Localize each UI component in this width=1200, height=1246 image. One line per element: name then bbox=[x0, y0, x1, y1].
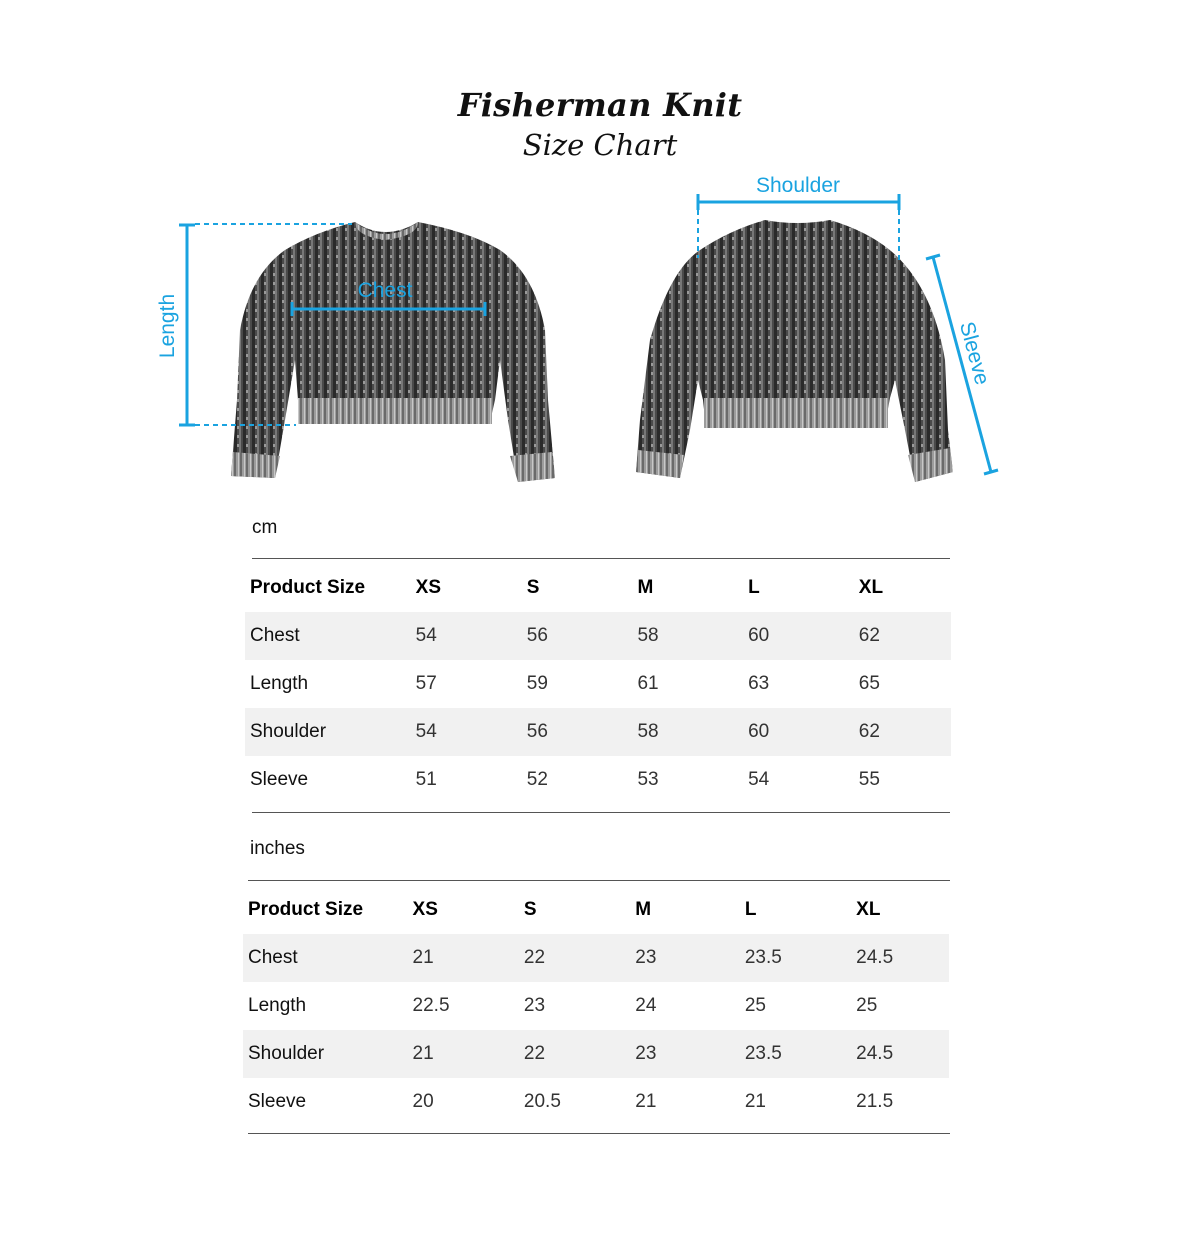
size-table-inches bbox=[243, 886, 949, 1126]
table-row bbox=[243, 1078, 949, 1126]
front-left-cuff bbox=[231, 452, 280, 478]
table-cell: 61 bbox=[637, 673, 659, 694]
table-cell: 22 bbox=[524, 1030, 635, 1078]
table-cell: 62 bbox=[859, 708, 951, 756]
table-top-rule bbox=[252, 558, 950, 559]
table-cell: 22.5 bbox=[412, 995, 450, 1016]
sleeve-label: Sleeve bbox=[954, 319, 994, 388]
header-cell: S bbox=[526, 577, 540, 598]
header-cell: L bbox=[744, 899, 757, 920]
row-label: Sleeve bbox=[248, 1091, 307, 1112]
back-hem bbox=[704, 398, 888, 428]
length-label: Length bbox=[156, 293, 179, 359]
table-cell: 52 bbox=[526, 769, 548, 790]
row-label: Sleeve bbox=[250, 769, 309, 790]
table-cell: 62 bbox=[859, 612, 951, 660]
table-row bbox=[243, 934, 949, 982]
table-bottom-rule bbox=[248, 1133, 950, 1134]
header-cell: XS bbox=[415, 577, 442, 598]
table-cell: 25 bbox=[744, 995, 766, 1016]
sweater-back-image bbox=[636, 220, 953, 482]
table-cell: 24.5 bbox=[856, 934, 949, 982]
table-top-rule bbox=[248, 880, 950, 881]
row-label: Length bbox=[248, 995, 307, 1016]
page-title: Fisherman Knit bbox=[457, 86, 743, 124]
table-cell: 56 bbox=[527, 708, 638, 756]
row-label: Length bbox=[250, 673, 309, 694]
table-cell: 58 bbox=[637, 708, 748, 756]
table-cell: 55 bbox=[858, 769, 880, 790]
table-row bbox=[245, 660, 951, 708]
table-cell: 54 bbox=[416, 612, 527, 660]
table-cell: 56 bbox=[527, 612, 638, 660]
front-right-cuff bbox=[510, 452, 555, 482]
sweater-front-image bbox=[231, 222, 555, 482]
table-cell: 54 bbox=[748, 769, 770, 790]
table-cell: 25 bbox=[856, 995, 878, 1016]
table-cell: 65 bbox=[858, 673, 880, 694]
table-cell: 58 bbox=[637, 612, 748, 660]
table-cell: 54 bbox=[416, 708, 527, 756]
header-cell: Product Size bbox=[248, 899, 364, 920]
table-cell: 53 bbox=[637, 769, 659, 790]
table-row bbox=[243, 1030, 949, 1078]
table-bottom-rule bbox=[252, 812, 950, 813]
table-cell: 21 bbox=[744, 1091, 766, 1112]
table-cell: 24.5 bbox=[856, 1030, 949, 1078]
table-cell: 23 bbox=[635, 1030, 745, 1078]
unit-label-inches: inches bbox=[250, 838, 305, 859]
shoulder-label: Shoulder bbox=[755, 174, 841, 197]
back-body bbox=[636, 220, 953, 482]
header-cell: M bbox=[635, 899, 652, 920]
table-cell: 63 bbox=[748, 673, 770, 694]
table-cell: 23 bbox=[635, 934, 745, 982]
header-cell: XL bbox=[856, 899, 881, 920]
header-cell: S bbox=[523, 899, 537, 920]
header-cell: XS bbox=[412, 899, 438, 920]
table-cell: 51 bbox=[415, 769, 437, 790]
row-label: Shoulder bbox=[245, 708, 416, 756]
row-label: Chest bbox=[245, 612, 416, 660]
page-subtitle: Size Chart bbox=[522, 128, 678, 162]
table-cell: 59 bbox=[526, 673, 548, 694]
table-cell: 60 bbox=[748, 612, 859, 660]
row-label: Chest bbox=[243, 934, 413, 982]
size-table-cm bbox=[245, 564, 951, 804]
chest-label: Chest bbox=[357, 279, 413, 302]
front-body bbox=[231, 222, 555, 482]
table-cell: 23 bbox=[523, 995, 546, 1016]
table-header-row bbox=[243, 886, 949, 934]
row-label: Shoulder bbox=[243, 1030, 413, 1078]
table-row bbox=[245, 612, 951, 660]
table-cell: 21 bbox=[635, 1091, 657, 1112]
table-row bbox=[245, 756, 951, 804]
unit-label-cm: cm bbox=[252, 517, 278, 538]
table-cell: 20.5 bbox=[523, 1091, 561, 1112]
header-cell: M bbox=[637, 577, 654, 598]
header-cell: L bbox=[748, 577, 760, 598]
table-cell: 57 bbox=[415, 673, 437, 694]
table-cell: 21 bbox=[413, 934, 524, 982]
table-cell: 22 bbox=[524, 934, 635, 982]
front-hem bbox=[298, 398, 492, 424]
table-cell: 60 bbox=[748, 708, 859, 756]
table-cell: 21.5 bbox=[856, 1091, 894, 1112]
table-cell: 21 bbox=[413, 1030, 524, 1078]
table-cell: 23.5 bbox=[745, 1030, 856, 1078]
table-row bbox=[243, 982, 949, 1030]
table-cell: 20 bbox=[412, 1091, 434, 1112]
header-cell: Product Size bbox=[250, 577, 366, 598]
table-cell: 24 bbox=[635, 995, 657, 1016]
table-row bbox=[245, 708, 951, 756]
measurement-diagram bbox=[0, 0, 1200, 520]
header-cell: XL bbox=[858, 577, 884, 598]
table-cell: 23.5 bbox=[745, 934, 856, 982]
table-header-row bbox=[245, 564, 951, 612]
